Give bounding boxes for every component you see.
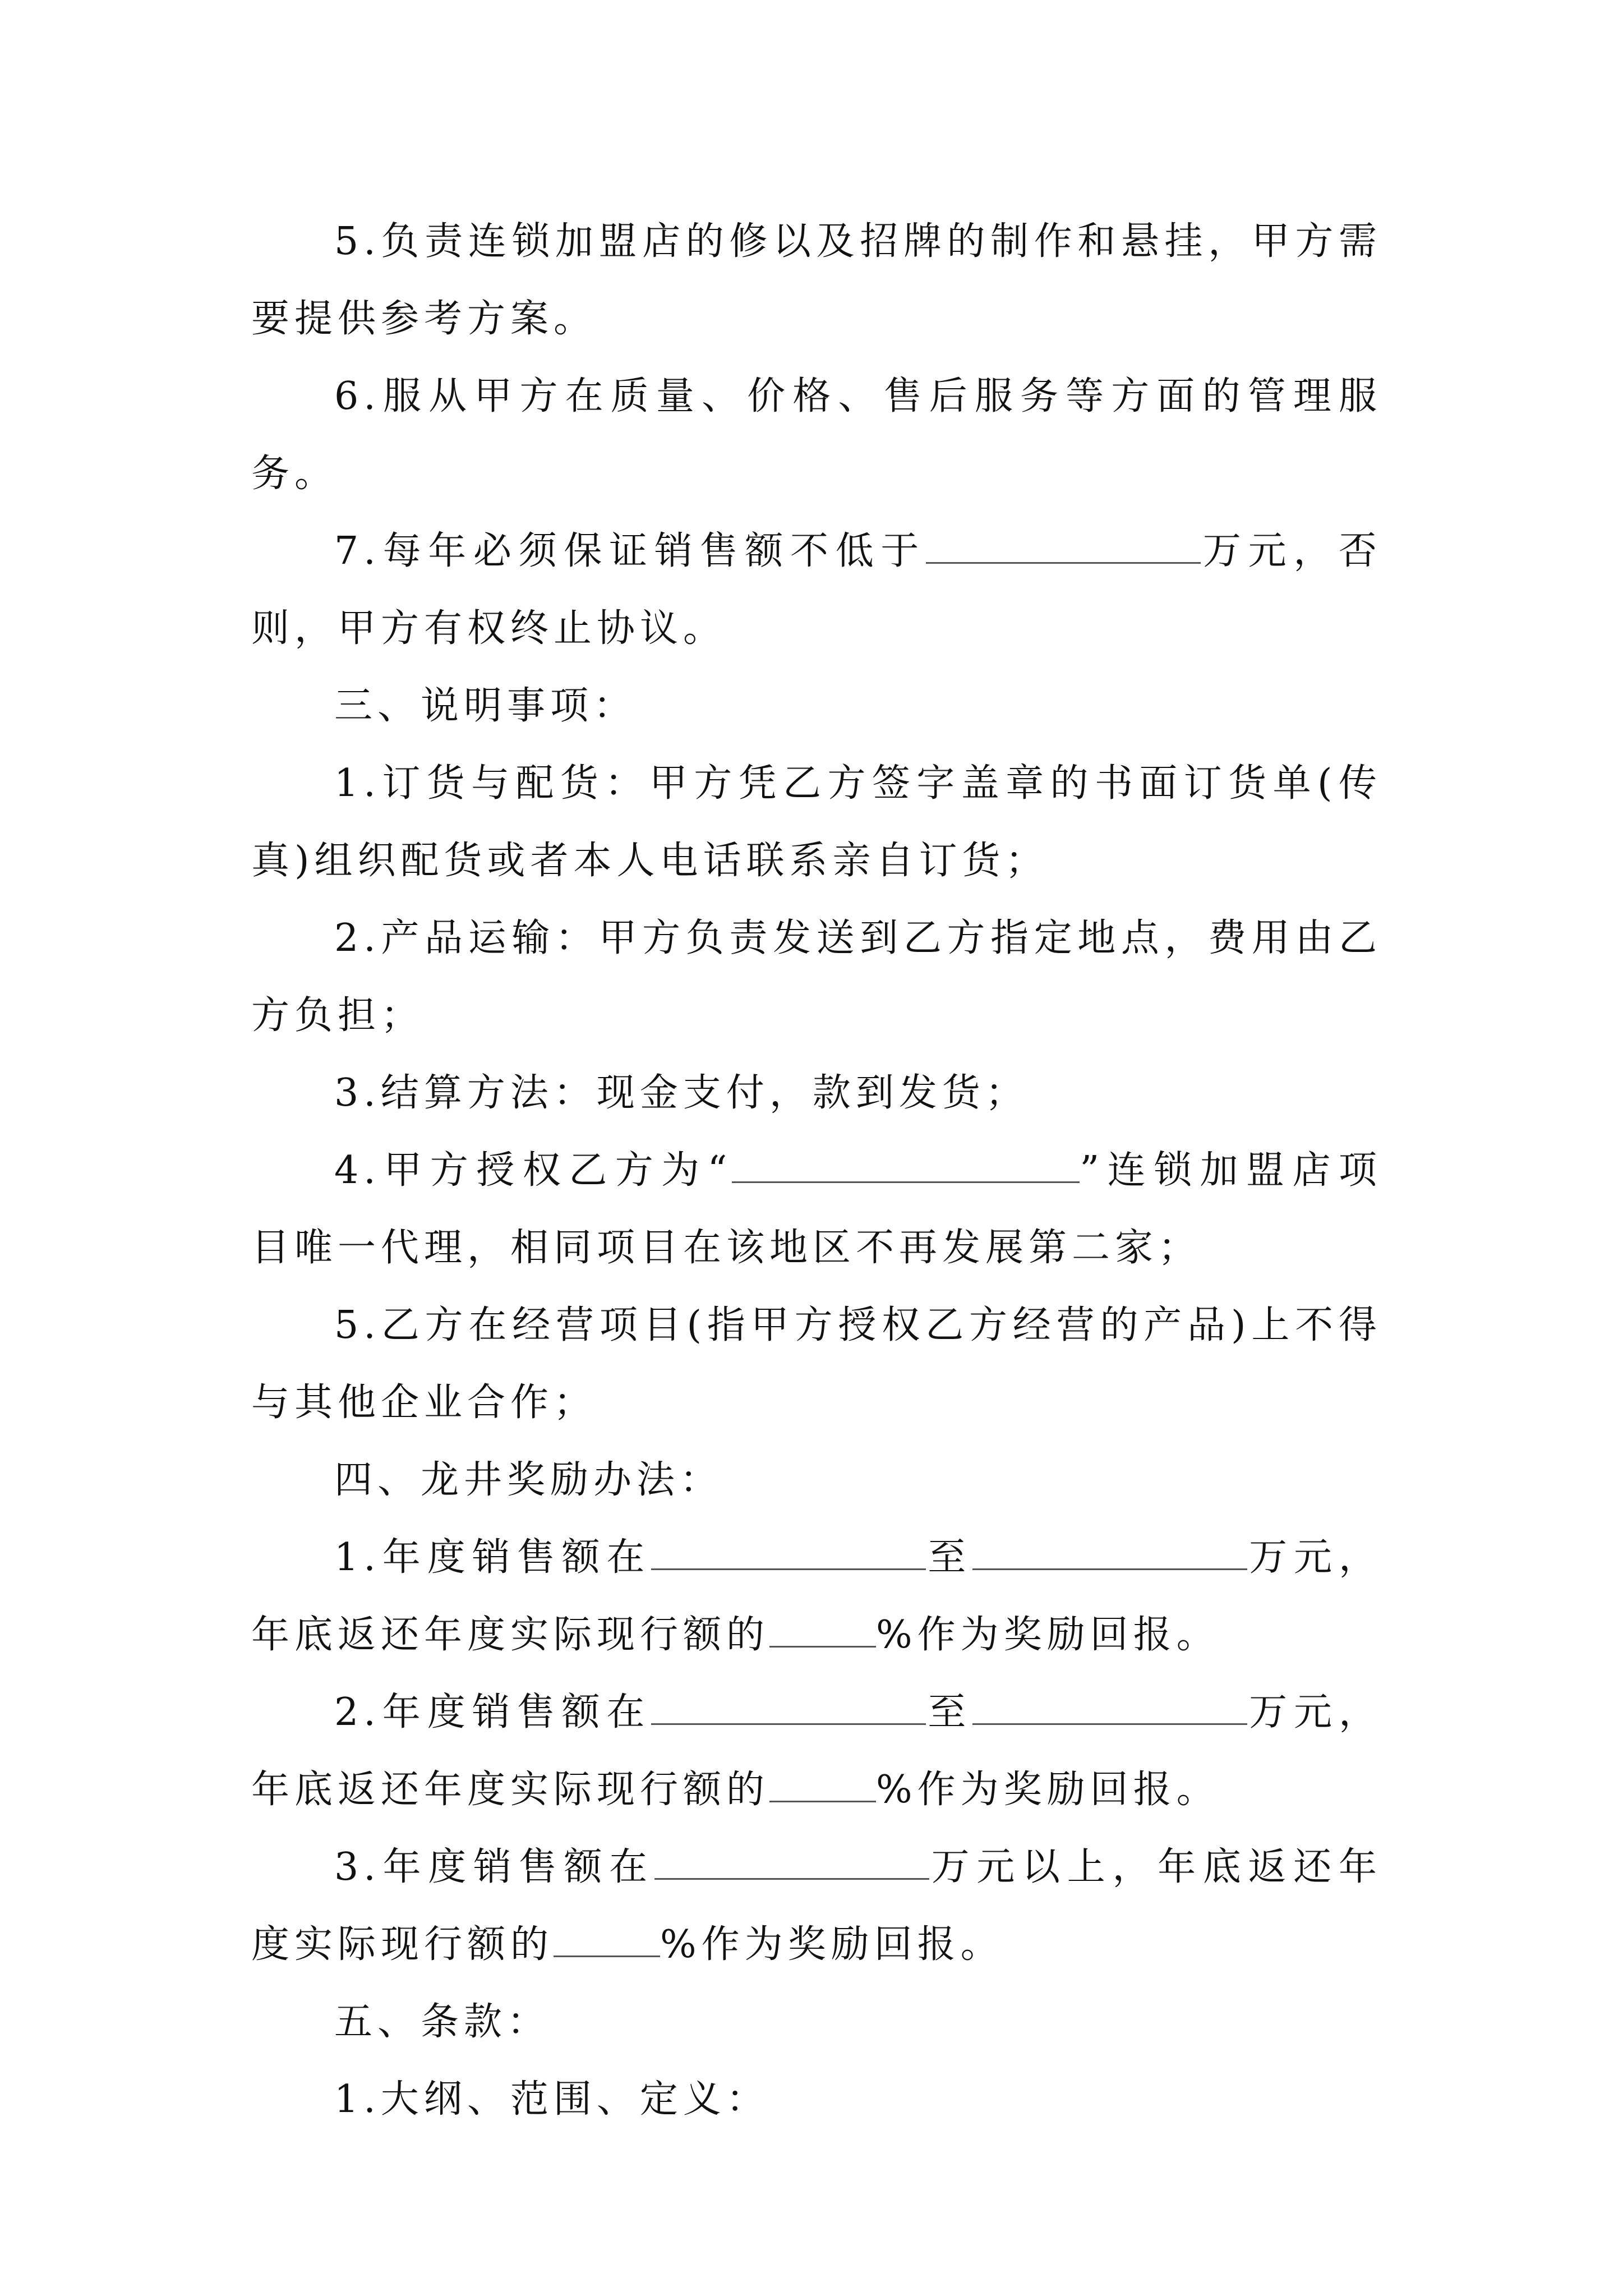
section-3-item-1: 1.订货与配货：甲方凭乙方签字盖章的书面订货单(传真)组织配货或者本人电话联系亲自订货；	[251, 761, 1382, 883]
tier-3-percent-blank[interactable]	[554, 1924, 660, 1957]
section-3-heading: 三、说明事项：	[334, 684, 637, 728]
tier-3-threshold-blank[interactable]	[654, 1847, 929, 1880]
document-body	[251, 203, 1382, 2138]
tier-2-percent-blank[interactable]	[769, 1769, 876, 1802]
reward-tier-1-text-c: 万元，年底返还年度实际现行额的	[251, 1535, 1382, 1657]
reward-tier-3-text-c: %作为奖励回报。	[660, 1922, 1004, 1967]
section-3-item-2: 2.产品运输：甲方负责发送到乙方指定地点，费用由乙方负担；	[251, 916, 1382, 1038]
reward-tier-3	[251, 1829, 1382, 1984]
clause-5-signage: 5.负责连锁加盟店的修以及招牌的制作和悬挂，甲方需要提供参考方案。	[251, 219, 1382, 341]
franchise-name-blank[interactable]	[732, 1150, 1080, 1183]
clause-7-text-a: 7.每年必须保证销售额不低于	[334, 529, 926, 573]
section-5-heading: 五、条款：	[334, 2000, 551, 2044]
tier-1-lower-blank[interactable]	[651, 1537, 926, 1570]
clause-7-text-b: 万元，否则，甲方有权终止协议。	[251, 529, 1382, 651]
reward-tier-2-text-b: 至	[926, 1690, 973, 1734]
reward-tier-2-text-a: 2.年度销售额在	[334, 1690, 652, 1734]
section-3-item-4	[251, 1132, 1382, 1287]
reward-tier-2-text-c: 万元，年底返还年度实际现行额的	[251, 1690, 1382, 1812]
reward-tier-2-text-d: %作为奖励回报。	[876, 1768, 1220, 1812]
section-3-item-4-text-b: ”连锁加盟店项目唯一代理，相同项目在该地区不再发展第二家；	[251, 1148, 1382, 1270]
tier-1-upper-blank[interactable]	[972, 1537, 1247, 1570]
tier-1-percent-blank[interactable]	[769, 1614, 876, 1648]
reward-tier-2	[251, 1674, 1382, 1829]
section-3-item-3: 3.结算方法：现金支付，款到发货；	[334, 1071, 1029, 1115]
section-3-item-5: 5.乙方在经营项目(指甲方授权乙方经营的产品)上不得与其他企业合作；	[251, 1303, 1382, 1425]
reward-tier-1-text-a: 1.年度销售额在	[334, 1535, 652, 1580]
section-3-item-4-text-a: 4.甲方授权乙方为“	[334, 1148, 732, 1193]
reward-tier-3-text-a: 3.年度销售额在	[334, 1845, 654, 1889]
section-5-item-1: 1.大纲、范围、定义：	[334, 2077, 769, 2122]
reward-tier-1-text-d: %作为奖励回报。	[876, 1613, 1220, 1657]
clause-7-sales-minimum	[251, 513, 1382, 668]
reward-tier-1	[251, 1519, 1382, 1674]
tier-2-upper-blank[interactable]	[972, 1692, 1247, 1725]
clause-6-compliance: 6.服从甲方在质量、价格、售后服务等方面的管理服务。	[251, 374, 1382, 496]
sales-minimum-blank[interactable]	[926, 531, 1201, 564]
tier-2-lower-blank[interactable]	[651, 1692, 926, 1725]
section-4-heading: 四、龙井奖励办法：	[334, 1458, 723, 1502]
reward-tier-1-text-b: 至	[926, 1535, 973, 1580]
reward-tier-3-text-b: 万元以上，年底返还年度实际现行额的	[251, 1845, 1382, 1967]
